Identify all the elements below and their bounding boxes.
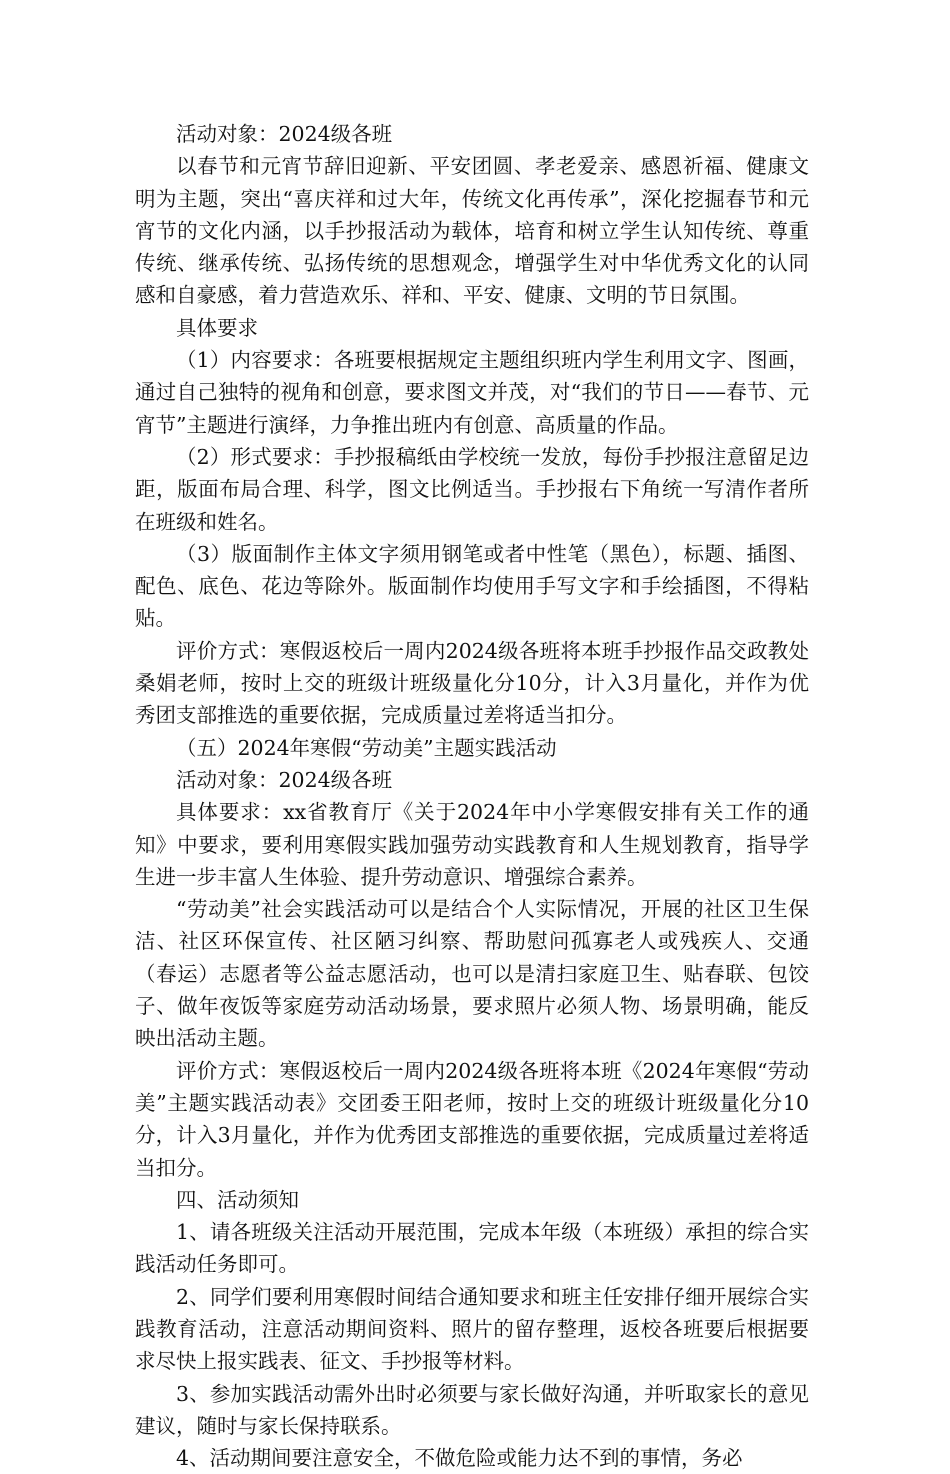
paragraph-content-requirement: （1）内容要求：各班要根据规定主题组织班内学生利用文字、图画，通过自己独特的视角和创意，要求图文并茂，对“我们的节日——春节、元宵节”主题进行演绎，力争推出班内有创意、高质量的作品。 — [135, 348, 809, 437]
paragraph-labor-evaluation: 评价方式：寒假返校后一周内2024级各班将本班《2024年寒假“劳动美”主题实践活动表》交团委王阳老师，按时上交的班级计班级量化分10分，计入3月量化，并作为优秀团支部推选的重要依据，完成质量过差将适当扣分。 — [135, 1058, 809, 1180]
paragraph-notice-4: 4、活动期间要注意安全，不做危险或能力达不到的事情，务必 — [176, 1446, 743, 1471]
paragraph-activity-target-2: 活动对象：2024级各班 — [176, 767, 393, 792]
paragraph-labor-requirements: 具体要求：xx省教育厅《关于2024年中小学寒假安排有关工作的通知》中要求，要利用寒假实践加强劳动实践教育和人生规划教育，指导学生进一步丰富人生体验、提升劳动意识、增强综合素养。 — [135, 800, 809, 889]
paragraph-activity-target: 活动对象：2024级各班 — [176, 122, 393, 146]
paragraph-section-five-heading: （五）2024年寒假“劳动美”主题实践活动 — [176, 735, 557, 760]
paragraph-format-requirement: （2）形式要求：手抄报稿纸由学校统一发放，每份手抄报注意留足边距，版面布局合理、科学，图文比例适当。手抄报右下角统一写清作者所在班级和姓名。 — [135, 444, 809, 534]
paragraph-evaluation-method: 评价方式：寒假返校后一周内2024级各班将本班手抄报作品交政教处桑娟老师，按时上交的班级计班级量化分10分，计入3月量化，并作为优秀团支部推选的重要依据，完成质量过差将适当扣分。 — [135, 638, 809, 728]
paragraph-layout-requirement: （3）版面制作主体文字须用钢笔或者中性笔（黑色），标题、插图、配色、底色、花边等除外。版面制作均使用手写文字和手绘插图，不得粘贴。 — [135, 541, 809, 631]
paragraph-notice-1: 1、请各班级关注活动开展范围，完成本年级（本班级）承担的综合实践活动任务即可。 — [135, 1220, 809, 1277]
document-body — [135, 118, 809, 1474]
paragraph-notice-3: 3、参加实践活动需外出时必须要与家长做好沟通，并听取家长的意见建议，随时与家长保持联系。 — [135, 1381, 809, 1438]
paragraph-notice-heading: 四、活动须知 — [176, 1187, 299, 1212]
paragraph-notice-2: 2、同学们要利用寒假时间结合通知要求和班主任安排仔细开展综合实践教育活动，注意活动期间资料、照片的留存整理，返校各班要后根据要求尽快上报实践表、征文、手抄报等材料。 — [135, 1284, 809, 1374]
paragraph-requirements-heading: 具体要求 — [176, 315, 258, 340]
paragraph-labor-activities: “劳动美”社会实践活动可以是结合个人实际情况，开展的社区卫生保洁、社区环保宣传、社区陋习纠察、帮助慰问孤寡老人或残疾人、交通（春运）志愿者等公益志愿活动，也可以是清扫家庭卫生、贴春联、包饺子、做年夜饭等家庭劳动活动场景，要求照片必须人物、场景明确，能反映出活动主题。 — [135, 897, 809, 1051]
paragraph-theme-description: 以春节和元宵节辞旧迎新、平安团圆、孝老爱亲、感恩祈福、健康文明为主题，突出“喜庆祥和过大年，传统文化再传承”，深化挖掘春节和元宵节的文化内涵，以手抄报活动为载体，培育和树立学生认知传统、尊重传统、继承传统、弘扬传统的思想观念，增强学生对中华优秀文化的认同感和自豪感，着力营造欢乐、祥和、平安、健康、文明的节日氛围。 — [135, 154, 809, 308]
